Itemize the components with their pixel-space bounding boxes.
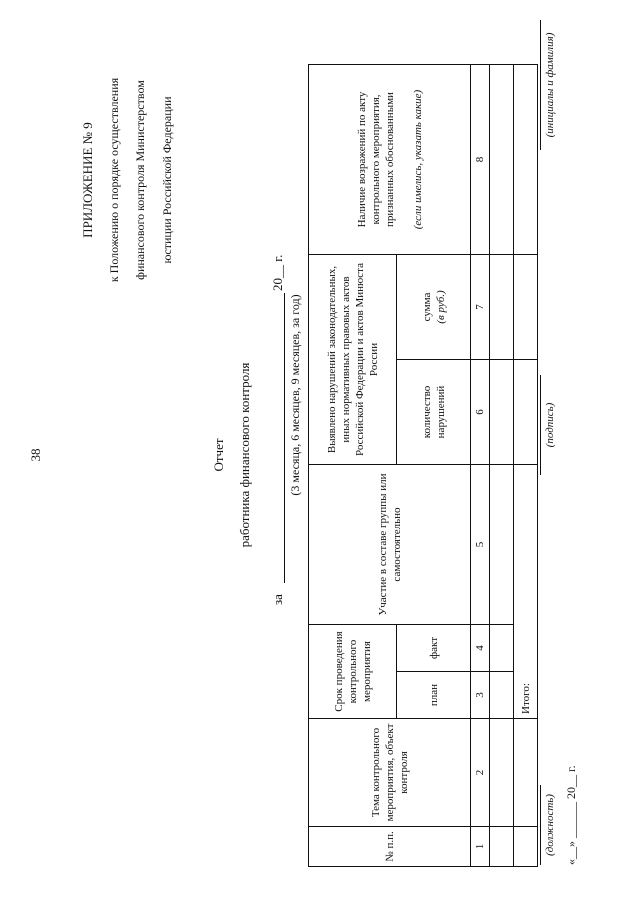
name-line — [540, 20, 541, 150]
cell — [490, 672, 514, 719]
col-number-6: 6 — [471, 360, 490, 465]
cell — [514, 719, 538, 827]
cell — [514, 360, 538, 465]
header-count: количество нарушений — [397, 360, 471, 465]
report-title: Отчет — [211, 438, 226, 472]
header-plan: план — [397, 672, 471, 719]
signature-line — [540, 375, 541, 475]
report-subtitle: работника финансового контроля — [237, 362, 252, 548]
date-line: «__» ______ 20__ г. — [564, 765, 578, 865]
cell — [490, 719, 514, 827]
appendix-line-2: финансового контроля Министерством — [133, 80, 147, 280]
cell — [514, 255, 538, 360]
position-line — [540, 785, 541, 865]
header-sum-label: сумма — [420, 292, 433, 322]
report-table — [308, 64, 538, 867]
page-number: 38 — [28, 448, 43, 462]
col-number-2: 2 — [471, 719, 490, 827]
total-row — [514, 65, 538, 867]
cell — [490, 465, 514, 625]
cell — [490, 255, 514, 360]
cell — [514, 65, 538, 255]
header-topic: Тема контрольного мероприятия, объект контроля — [309, 719, 471, 827]
header-fact: факт — [397, 625, 471, 672]
total-label: Итого: — [514, 465, 538, 719]
cell — [490, 827, 514, 867]
header-violations: Выявлено нарушений законодательных, иных нормативных правовых актов Российской Федерации и актов Минюста России — [309, 255, 397, 465]
position-label: (должность) — [544, 794, 556, 856]
header-objections-note: (если имелись, указать какие) — [411, 89, 424, 230]
header-sum-unit: (в руб.) — [434, 290, 447, 324]
appendix-title: ПРИЛОЖЕНИЕ № 9 — [80, 122, 95, 238]
header-objections-text: Наличие возражений по акту контрольного мероприятия, признанных обоснованными — [355, 91, 396, 228]
col-number-5: 5 — [471, 465, 490, 625]
header-num: № п.п. — [309, 827, 471, 867]
cell — [514, 827, 538, 867]
name-label: (инициалы и фамилия) — [544, 32, 556, 138]
appendix-line-3: юстиции Российской Федерации — [160, 96, 174, 264]
report-za: за — [270, 594, 285, 605]
col-number-1: 1 — [471, 827, 490, 867]
signature-label: (подпись) — [544, 402, 556, 448]
period-underline — [284, 293, 285, 583]
appendix-line-1: к Положению о порядке осуществления — [107, 77, 121, 283]
empty-data-row — [490, 65, 514, 867]
col-number-4: 4 — [471, 625, 490, 672]
col-number-3: 3 — [471, 672, 490, 719]
header-sum — [397, 255, 471, 360]
header-objections — [309, 65, 471, 255]
cell — [490, 65, 514, 255]
period-hint: (3 месяца, 6 месяцев, 9 месяцев, за год) — [288, 294, 302, 496]
col-number-8: 8 — [471, 65, 490, 255]
cell — [490, 360, 514, 465]
cell — [490, 625, 514, 672]
header-term: Срок проведения контрольного мероприятия — [309, 625, 397, 719]
header-participation: Участие в составе группы или самостоятельно — [309, 465, 471, 625]
column-number-row — [471, 65, 490, 867]
report-year: 20__ г. — [270, 254, 285, 291]
col-number-7: 7 — [471, 255, 490, 360]
